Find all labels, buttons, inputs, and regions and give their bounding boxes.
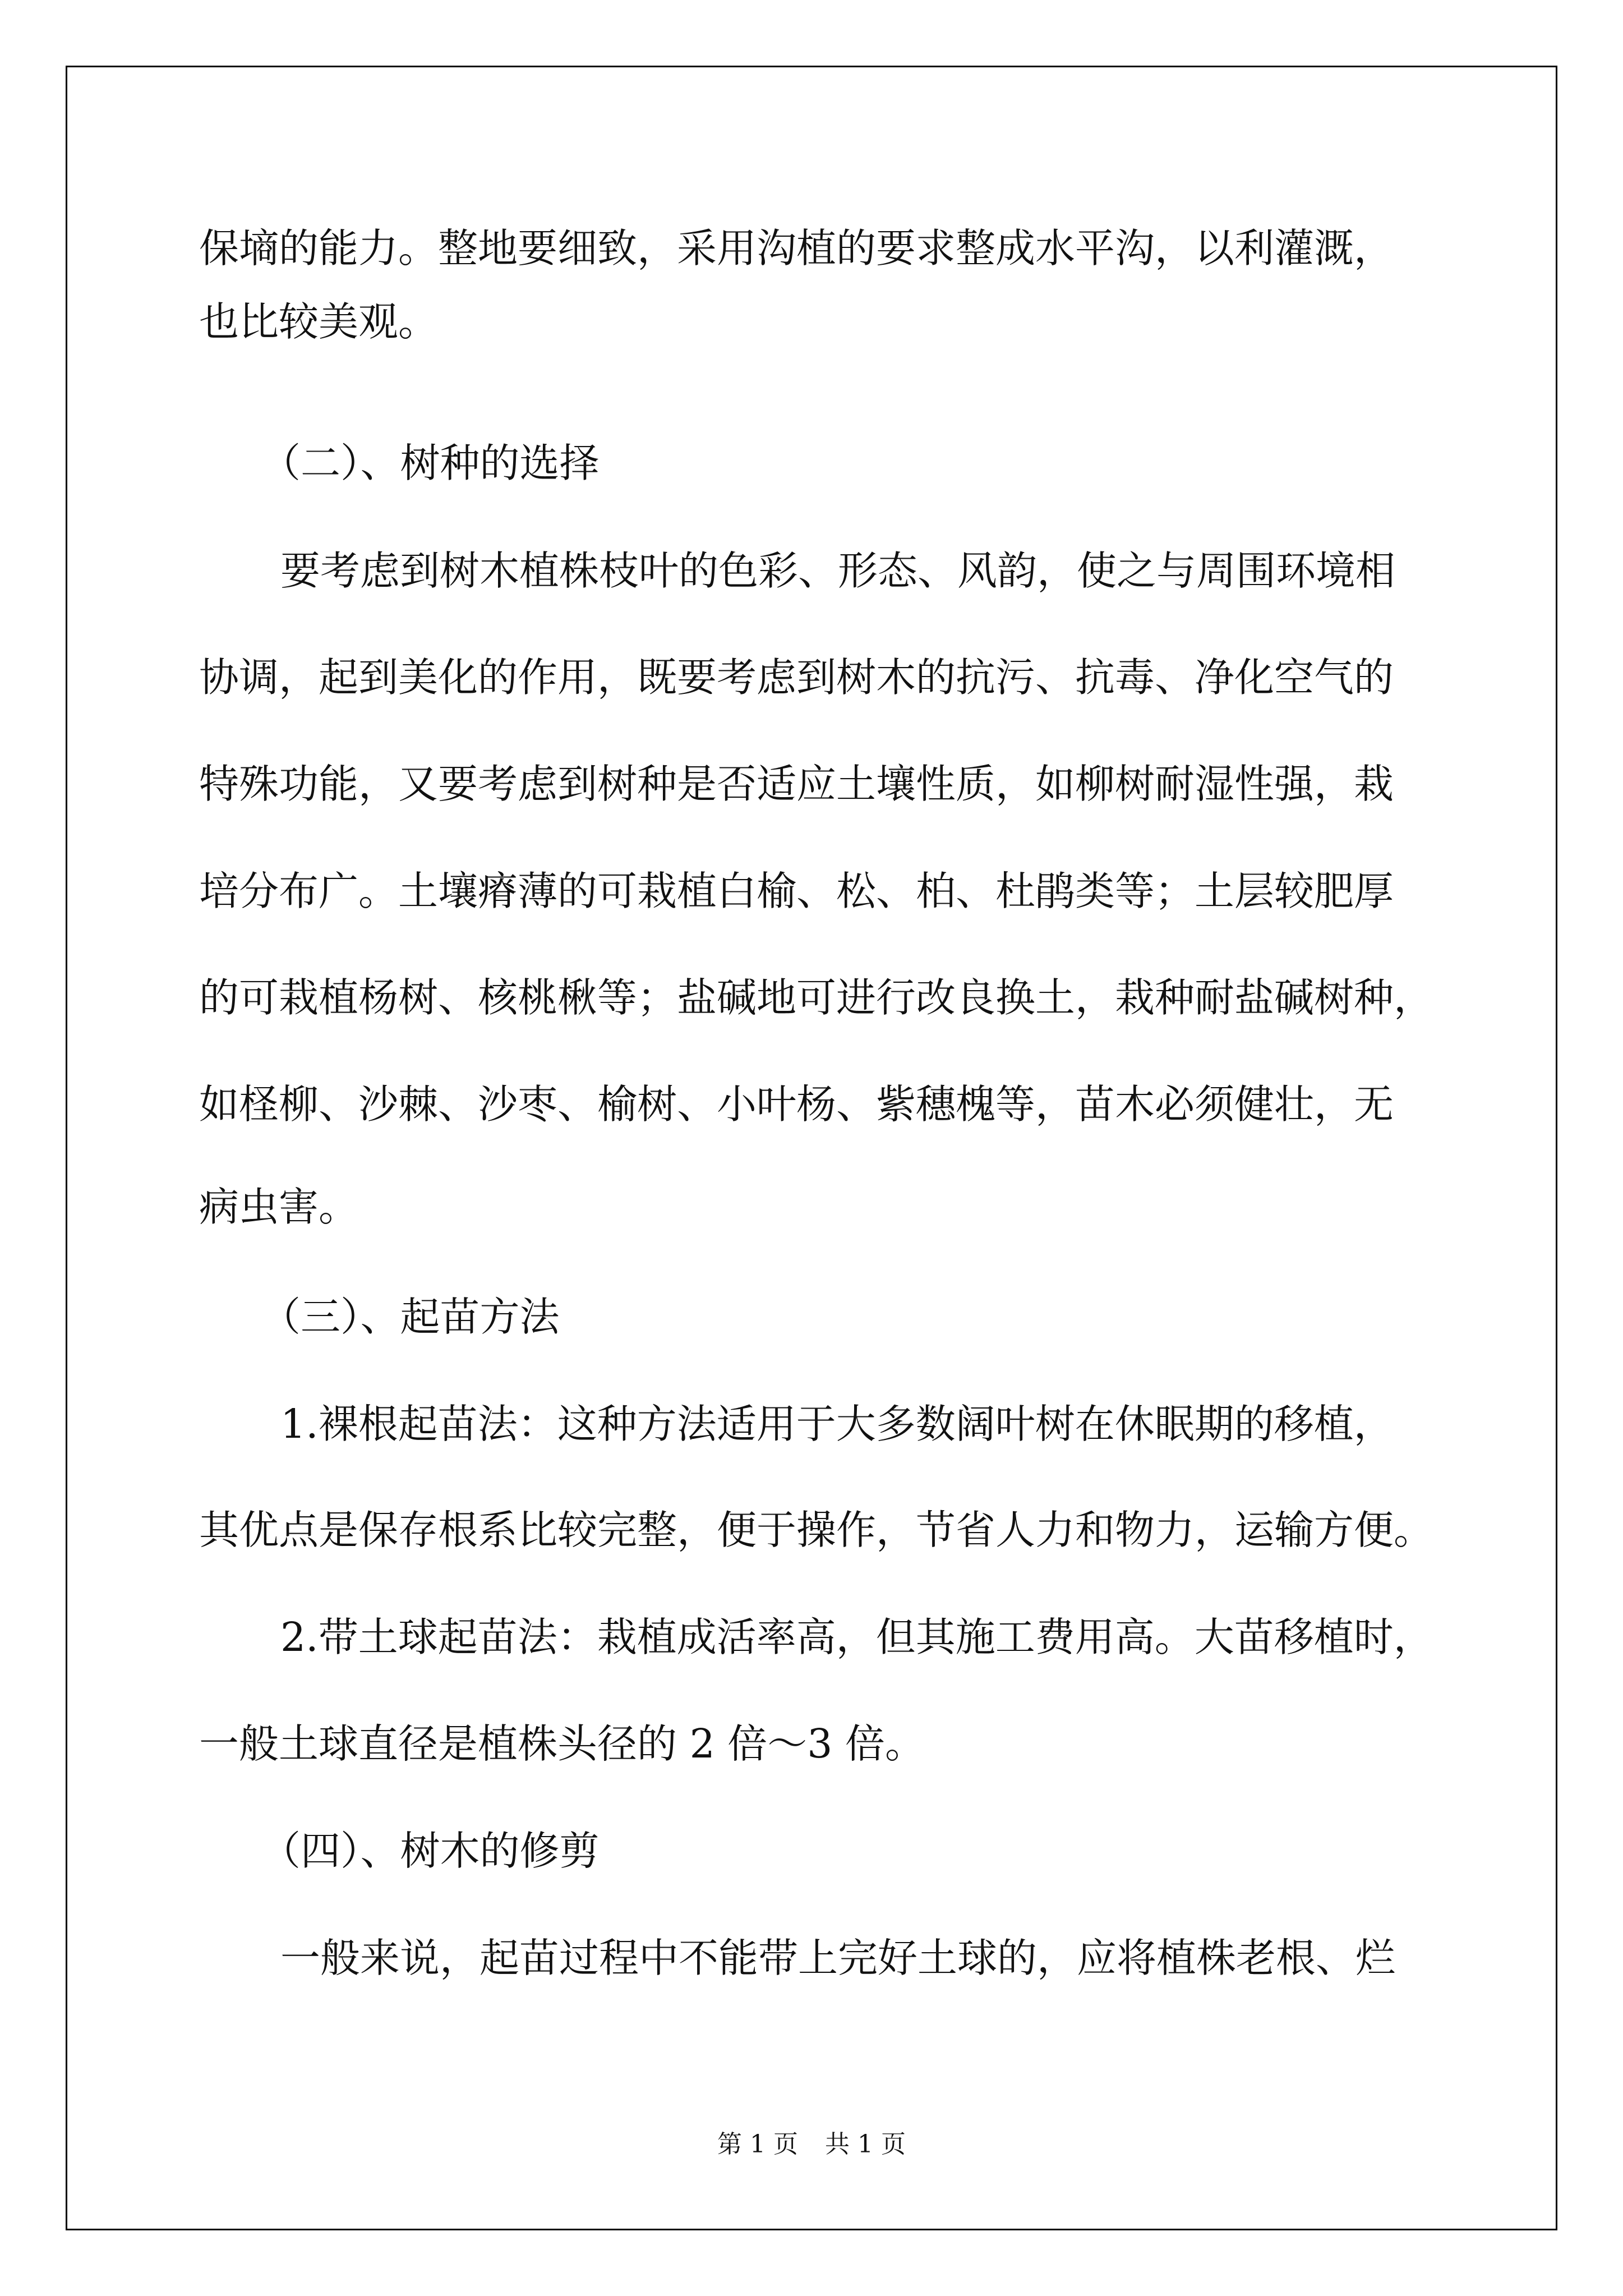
paragraph-line: 一般来说，起苗过程中不能带上完好土球的，应将植株老根、烂 xyxy=(280,1935,1396,1981)
paragraph-line: 培分布广。土壤瘠薄的可栽植白榆、松、柏、杜鹃类等；土层较肥厚 xyxy=(199,868,1394,914)
page-footer xyxy=(0,2132,1623,2157)
paragraph-line: 保墒的能力。整地要细致，采用沟植的要求整成水平沟，以利灌溉， xyxy=(199,225,1394,272)
paragraph-line: 也比较美观。 xyxy=(199,298,439,345)
paragraph-line: 要考虑到树木植株枝叶的色彩、形态、风韵，使之与周围环境相 xyxy=(280,547,1396,594)
section-heading: （三）、起苗方法 xyxy=(261,1294,560,1340)
paragraph-line: 特殊功能，又要考虑到树种是否适应土壤性质，如柳树耐湿性强，栽 xyxy=(199,761,1394,807)
section-heading: （二）、树种的选择 xyxy=(261,440,600,486)
page-frame xyxy=(66,66,1557,2230)
paragraph-line: 1.裸根起苗法：这种方法适用于大多数阔叶树在休眠期的移植， xyxy=(280,1401,1394,1447)
page-number: 第 1 页 xyxy=(717,2130,798,2159)
paragraph-line: 一般土球直径是植株头径的 2 倍～3 倍。 xyxy=(199,1720,925,1767)
paragraph-line: 病虫害。 xyxy=(199,1184,359,1230)
section-heading: （四）、树木的修剪 xyxy=(261,1828,600,1874)
paragraph-line: 协调，起到美化的作用，既要考虑到树木的抗污、抗毒、净化空气的 xyxy=(199,654,1394,701)
paragraph-line: 如柽柳、沙棘、沙枣、榆树、小叶杨、紫穗槐等，苗木必须健壮，无 xyxy=(199,1081,1394,1128)
page-total: 共 1 页 xyxy=(825,2130,906,2159)
paragraph-line: 其优点是保存根系比较完整，便于操作，节省人力和物力，运输方便。 xyxy=(199,1507,1434,1553)
paragraph-line: 2.带土球起苗法：栽植成活率高，但其施工费用高。大苗移植时， xyxy=(280,1614,1433,1660)
paragraph-line: 的可栽植杨树、核桃楸等；盐碱地可进行改良换土，栽种耐盐碱树种， xyxy=(199,974,1434,1021)
